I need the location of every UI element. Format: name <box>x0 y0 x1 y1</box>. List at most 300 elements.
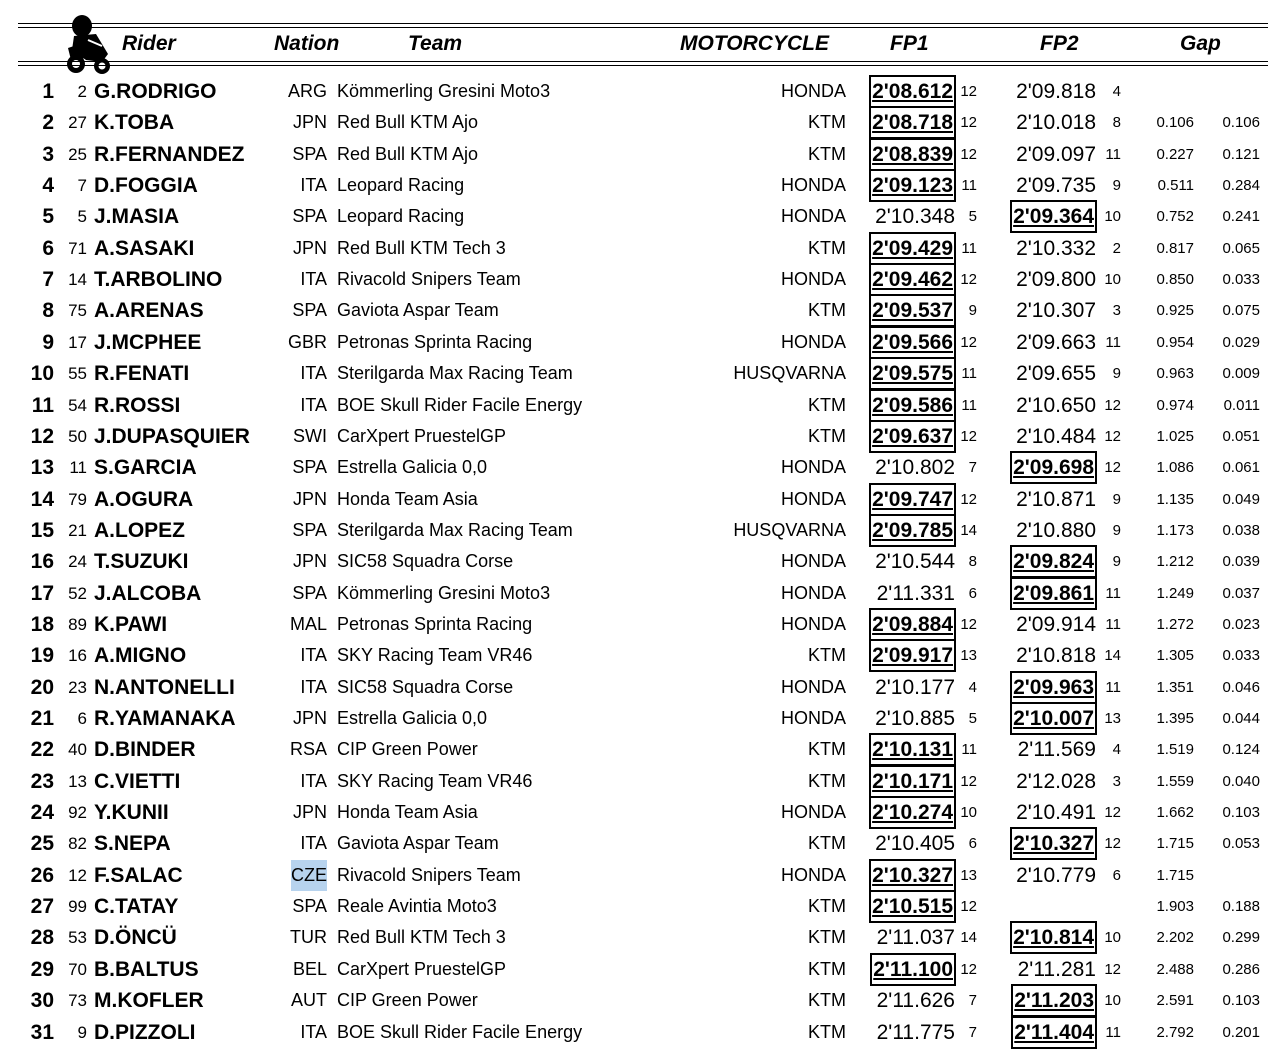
gap-to-previous-cell: 0.051 <box>1222 427 1260 445</box>
fp2-laps-cell: 9 <box>1112 365 1121 383</box>
rider-number-cell: 7 <box>77 176 87 196</box>
fp1-laps-cell: 4 <box>968 678 977 696</box>
gap-to-previous-cell: 0.299 <box>1222 929 1260 947</box>
team-cell: Reale Avintia Moto3 <box>337 896 497 917</box>
fp1-laps-cell: 5 <box>968 208 977 226</box>
fp2-laps-cell: 10 <box>1104 208 1121 226</box>
fp1-laps-cell: 7 <box>968 992 977 1010</box>
position-cell: 28 <box>30 926 54 950</box>
fp2-laps-cell: 3 <box>1112 302 1121 320</box>
gap-to-first-cell: 2.488 <box>1156 960 1194 978</box>
gap-to-first-cell: 1.903 <box>1156 898 1194 916</box>
team-cell: SIC58 Squadra Corse <box>337 551 514 572</box>
fp1-time-cell: 2'09.575 <box>870 358 955 389</box>
rider-number-cell: 52 <box>68 583 87 603</box>
rider-name-cell: K.TOBA <box>94 111 175 135</box>
motorcycle-cell: HONDA <box>780 269 846 290</box>
fp2-time-cell: 2'09.914 <box>1016 612 1096 636</box>
nation-cell: ITA <box>300 770 327 791</box>
fp2-laps-cell: 8 <box>1112 114 1121 132</box>
rider-name-cell: G.RODRIGO <box>94 80 217 103</box>
fp2-laps-cell: 11 <box>1105 145 1121 163</box>
table-row <box>0 515 1280 546</box>
fp2-time-cell: 2'09.818 <box>1016 80 1096 103</box>
fp2-laps-cell: 9 <box>1112 490 1121 508</box>
gap-to-previous-cell: 0.033 <box>1222 271 1260 289</box>
rider-name-cell: D.PIZZOLI <box>94 1020 196 1044</box>
rider-name-cell: J.MCPHEE <box>94 330 202 354</box>
motorcycle-cell: KTM <box>808 143 846 164</box>
rider-name-cell: J.MASIA <box>94 205 180 229</box>
fp1-time-cell: 2'09.637 <box>870 421 955 452</box>
position-cell: 19 <box>30 644 54 668</box>
motorcycle-cell: KTM <box>808 425 846 446</box>
table-row <box>0 76 1280 107</box>
motorcycle-cell: KTM <box>808 739 846 760</box>
nation-cell: RSA <box>289 739 327 760</box>
motorcycle-cell: HONDA <box>780 81 846 101</box>
fp2-laps-cell: 11 <box>1105 333 1121 351</box>
fp2-time-cell: 2'10.818 <box>1016 644 1096 668</box>
position-cell: 10 <box>30 362 54 386</box>
fp1-laps-cell: 5 <box>968 710 977 727</box>
gap-to-previous-cell: 0.061 <box>1222 459 1260 477</box>
rider-number-cell: 75 <box>68 301 87 321</box>
rider-number-cell: 55 <box>68 364 87 384</box>
motorcycle-cell: HONDA <box>780 582 846 603</box>
nation-cell: JPN <box>292 802 327 823</box>
position-cell: 9 <box>42 330 54 354</box>
rider-number-cell: 12 <box>68 865 87 885</box>
fp2-laps-cell: 4 <box>1112 741 1121 759</box>
table-row <box>0 546 1280 577</box>
gap-to-first-cell: 1.715 <box>1156 835 1194 853</box>
position-cell: 22 <box>30 738 54 762</box>
fp1-time-cell: 2'09.884 <box>870 609 955 640</box>
nation-cell: AUT <box>291 990 327 1011</box>
fp1-time-cell: 2'10.802 <box>875 456 955 480</box>
table-row <box>0 421 1280 452</box>
fp2-laps-cell: 10 <box>1104 992 1121 1010</box>
table-row <box>0 578 1280 609</box>
gap-to-first-cell: 1.249 <box>1156 584 1194 602</box>
motorcycle-cell: KTM <box>808 237 846 258</box>
motorcycle-cell: HONDA <box>780 708 846 728</box>
rider-number-cell: 14 <box>68 270 87 290</box>
gap-to-first-cell: 0.850 <box>1156 271 1194 289</box>
team-cell: SKY Racing Team VR46 <box>337 770 533 791</box>
team-cell: Red Bull KTM Tech 3 <box>337 237 506 258</box>
fp2-time-cell: 2'11.281 <box>1017 957 1096 981</box>
header-team: Team <box>408 32 463 55</box>
gap-to-first-cell: 1.025 <box>1156 427 1194 445</box>
table-row <box>0 891 1280 922</box>
fp2-time-cell: 2'09.824 <box>1011 546 1096 577</box>
team-cell: BOE Skull Rider Facile Energy <box>337 394 583 415</box>
nation-cell: MAL <box>289 613 327 634</box>
fp2-time-cell: 2'09.663 <box>1016 330 1096 354</box>
gap-to-previous-cell: 0.033 <box>1222 647 1260 665</box>
team-cell: CarXpert PruestelGP <box>337 425 507 446</box>
rider-name-cell: A.ARENAS <box>94 299 204 323</box>
gap-to-first-cell: 0.817 <box>1156 239 1194 257</box>
motorcycle-cell: HONDA <box>780 331 846 352</box>
fp1-time-cell: 2'09.429 <box>870 233 955 264</box>
position-cell: 24 <box>30 801 54 825</box>
fp1-time-cell: 2'09.537 <box>870 295 955 326</box>
fp2-time-cell: 2'09.097 <box>1016 142 1096 166</box>
fp1-time-cell: 2'10.177 <box>875 675 955 699</box>
fp1-time-cell: 2'10.544 <box>875 550 955 574</box>
fp1-time-cell: 2'08.718 <box>870 107 955 138</box>
nation-cell: JPN <box>292 551 327 572</box>
fp2-time-cell: 2'10.307 <box>1016 299 1096 323</box>
table-row <box>0 922 1280 953</box>
team-cell: Honda Team Asia <box>337 802 478 823</box>
fp1-laps-cell: 11 <box>961 177 977 195</box>
gap-to-previous-cell: 0.046 <box>1222 678 1260 696</box>
nation-cell: SPA <box>292 300 327 321</box>
fp1-laps-cell: 10 <box>960 804 977 822</box>
gap-to-first-cell: 0.954 <box>1156 333 1194 351</box>
gap-to-first-cell: 0.963 <box>1156 365 1194 383</box>
rider-number-cell: 16 <box>68 646 87 666</box>
motorcycle-cell: HONDA <box>780 457 846 478</box>
position-cell: 6 <box>42 236 54 260</box>
nation-cell: SPA <box>292 582 327 603</box>
fp2-time-cell: 2'10.332 <box>1016 236 1096 260</box>
nation-cell: SPA <box>292 896 327 917</box>
team-cell: Red Bull KTM Ajo <box>337 112 479 133</box>
fp1-time-cell: 2'10.885 <box>875 707 955 730</box>
position-cell: 11 <box>31 393 54 417</box>
nation-cell: ITA <box>300 645 327 666</box>
fp1-laps-cell: 13 <box>960 647 977 665</box>
fp2-time-cell: 2'10.871 <box>1016 487 1096 511</box>
fp2-laps-cell: 12 <box>1104 427 1121 445</box>
table-row <box>0 766 1280 797</box>
motorcycle-cell: KTM <box>808 112 846 133</box>
fp1-laps-cell: 11 <box>961 365 977 383</box>
fp1-time-cell: 2'10.131 <box>870 734 955 765</box>
motorcycle-cell: HONDA <box>780 802 846 823</box>
team-cell: Kömmerling Gresini Moto3 <box>337 81 551 101</box>
fp2-time-cell: 2'09.655 <box>1016 362 1096 386</box>
position-cell: 15 <box>30 518 54 542</box>
rider-name-cell: B.BALTUS <box>94 957 199 981</box>
motorcycle-cell: KTM <box>808 833 846 854</box>
fp2-time-cell: 2'10.650 <box>1016 393 1096 417</box>
gap-to-first-cell: 2.792 <box>1156 1023 1194 1041</box>
team-cell: SKY Racing Team VR46 <box>337 645 533 666</box>
motorcycle-cell: KTM <box>808 300 846 321</box>
table-row <box>0 358 1280 389</box>
gap-to-previous-cell: 0.037 <box>1222 584 1260 602</box>
rider-number-cell: 9 <box>77 1022 87 1042</box>
rider-name-cell: R.FERNANDEZ <box>94 142 245 166</box>
fp1-laps-cell: 14 <box>960 929 977 947</box>
fp2-time-cell: 2'09.698 <box>1011 452 1096 483</box>
position-cell: 29 <box>30 957 54 981</box>
nation-cell: ITA <box>300 394 327 415</box>
motorcycle-cell: HUSQVARNA <box>733 519 846 540</box>
gap-to-first-cell: 1.212 <box>1156 553 1194 571</box>
fp1-time-cell: 2'09.123 <box>870 170 955 201</box>
fp2-time-cell: 2'10.327 <box>1011 828 1096 859</box>
rider-name-cell: A.SASAKI <box>94 236 195 260</box>
fp2-time-cell: 2'09.735 <box>1016 174 1096 198</box>
fp1-time-cell: 2'11.331 <box>876 581 955 605</box>
gap-to-previous-cell: 0.040 <box>1222 772 1260 790</box>
position-cell: 5 <box>42 205 54 229</box>
nation-cell: ITA <box>300 833 327 854</box>
nation-cell: JPN <box>292 237 327 258</box>
motorcycle-cell: KTM <box>808 770 846 791</box>
table-row <box>0 327 1280 358</box>
fp1-laps-cell: 7 <box>968 1023 977 1041</box>
header-rider: Rider <box>122 32 176 55</box>
fp1-laps-cell: 6 <box>968 835 977 853</box>
rider-number-cell: 25 <box>68 144 87 164</box>
gap-to-previous-cell: 0.038 <box>1222 521 1260 539</box>
rider-number-cell: 11 <box>69 458 87 478</box>
fp1-time-cell: 2'09.785 <box>870 515 955 546</box>
position-cell: 13 <box>30 456 54 480</box>
rider-number-cell: 21 <box>68 520 87 540</box>
nation-cell: JPN <box>292 488 327 509</box>
table-row <box>0 640 1280 671</box>
fp2-time-cell: 2'11.404 <box>1012 1017 1096 1048</box>
gap-to-previous-cell: 0.065 <box>1222 239 1260 257</box>
fp2-time-cell: 2'10.018 <box>1016 111 1096 135</box>
motorcycle-cell: HONDA <box>780 676 846 697</box>
gap-to-previous-cell: 0.103 <box>1222 804 1260 822</box>
team-cell: Sterilgarda Max Racing Team <box>337 363 573 384</box>
team-cell: CarXpert PruestelGP <box>337 958 507 979</box>
nation-cell: ARG <box>287 81 327 101</box>
position-cell: 14 <box>30 487 54 511</box>
table-row <box>0 985 1280 1016</box>
rider-name-cell: C.VIETTI <box>94 769 181 793</box>
gap-to-previous-cell: 0.049 <box>1222 490 1260 508</box>
position-cell: 23 <box>30 769 54 793</box>
fp1-time-cell: 2'09.566 <box>870 327 955 358</box>
gap-to-previous-cell: 0.124 <box>1222 741 1260 759</box>
gap-to-first-cell: 1.272 <box>1156 615 1194 633</box>
position-cell: 3 <box>42 142 54 166</box>
table-row <box>0 390 1280 421</box>
team-cell: Petronas Sprinta Racing <box>337 613 533 634</box>
nation-cell: TUR <box>290 927 327 948</box>
fp2-laps-cell: 9 <box>1112 521 1121 539</box>
rider-name-cell: M.KOFLER <box>94 989 204 1013</box>
motorcycle-cell: KTM <box>808 1021 846 1042</box>
table-row <box>0 609 1280 640</box>
fp1-laps-cell: 6 <box>968 584 977 602</box>
rider-name-cell: A.OGURA <box>94 487 194 511</box>
table-row <box>0 734 1280 765</box>
gap-to-first-cell: 1.715 <box>1156 866 1194 884</box>
gap-to-previous-cell: 0.241 <box>1222 208 1260 226</box>
header-fp2: FP2 <box>1040 32 1079 55</box>
gap-to-previous-cell: 0.023 <box>1222 615 1260 633</box>
rider-number-cell: 6 <box>77 709 87 728</box>
position-cell: 26 <box>30 863 54 887</box>
header-gap: Gap <box>1180 32 1221 55</box>
header-fp1: FP1 <box>890 32 929 55</box>
fp2-time-cell: 2'10.880 <box>1016 518 1096 542</box>
position-cell: 2 <box>42 111 54 135</box>
table-row <box>0 139 1280 170</box>
fp1-time-cell: 2'09.586 <box>870 390 955 421</box>
rider-number-cell: 71 <box>68 238 87 258</box>
rider-name-cell: T.ARBOLINO <box>94 268 223 292</box>
rider-name-cell: Y.KUNII <box>94 801 169 825</box>
fp2-laps-cell: 4 <box>1112 83 1121 100</box>
motorcycle-cell: KTM <box>808 896 846 917</box>
rider-name-cell: R.FENATI <box>94 362 190 386</box>
fp1-time-cell: 2'11.100 <box>871 954 955 985</box>
gap-to-previous-cell: 0.029 <box>1222 333 1260 351</box>
rider-name-cell: D.BINDER <box>94 738 196 762</box>
nation-cell: ITA <box>300 363 327 384</box>
gap-to-first-cell: 2.202 <box>1156 929 1194 947</box>
position-cell: 16 <box>30 550 54 574</box>
fp2-laps-cell: 2 <box>1112 239 1121 257</box>
nation-cell: GBR <box>287 331 327 352</box>
gap-to-first-cell: 1.351 <box>1156 678 1194 696</box>
team-cell: CIP Green Power <box>337 739 478 760</box>
fp1-laps-cell: 12 <box>960 83 977 100</box>
team-cell: Gaviota Aspar Team <box>337 300 499 321</box>
position-cell: 12 <box>30 424 54 448</box>
gap-to-first-cell: 1.173 <box>1156 521 1194 539</box>
nation-cell: SPA <box>292 519 327 540</box>
gap-to-first-cell: 0.925 <box>1156 302 1194 320</box>
fp1-time-cell: 2'10.327 <box>870 860 955 891</box>
nation-cell: ITA <box>300 676 327 697</box>
gap-to-previous-cell: 0.284 <box>1222 177 1260 195</box>
table-row <box>0 1017 1280 1048</box>
gap-to-first-cell: 1.395 <box>1156 710 1194 727</box>
motorcycle-cell: KTM <box>808 927 846 948</box>
team-cell: SIC58 Squadra Corse <box>337 676 514 697</box>
team-cell: BOE Skull Rider Facile Energy <box>337 1021 583 1042</box>
fp1-laps-cell: 11 <box>961 239 977 257</box>
fp1-laps-cell: 12 <box>960 960 977 978</box>
position-cell: 7 <box>42 268 54 292</box>
fp1-time-cell: 2'09.917 <box>870 640 955 671</box>
gap-to-first-cell: 2.591 <box>1156 992 1194 1010</box>
table-row <box>0 484 1280 515</box>
rider-number-cell: 17 <box>68 332 87 352</box>
fp1-laps-cell: 13 <box>960 866 977 884</box>
nation-cell: JPN <box>292 708 327 728</box>
fp1-time-cell: 2'10.274 <box>870 797 955 828</box>
fp1-time-cell: 2'10.171 <box>870 766 955 797</box>
fp1-time-cell: 2'11.775 <box>876 1020 955 1044</box>
position-cell: 27 <box>30 895 54 919</box>
motorcycle-cell: HONDA <box>780 206 846 227</box>
rider-number-cell: 89 <box>68 614 87 634</box>
header-motorcycle: MOTORCYCLE <box>680 32 829 55</box>
rider-number-cell: 53 <box>68 928 87 948</box>
rider-name-cell: C.TATAY <box>94 895 179 919</box>
nation-cell: ITA <box>300 1021 327 1042</box>
team-cell: Leopard Racing <box>337 175 465 196</box>
position-cell: 4 <box>42 174 54 198</box>
fp2-laps-cell: 3 <box>1112 772 1121 790</box>
fp2-laps-cell: 12 <box>1104 835 1121 853</box>
motorcycle-cell: HONDA <box>780 488 846 509</box>
table-row <box>0 828 1280 859</box>
fp2-laps-cell: 14 <box>1104 647 1121 665</box>
fp1-time-cell: 2'08.839 <box>870 139 955 170</box>
fp1-time-cell: 2'09.747 <box>870 484 955 515</box>
fp1-laps-cell: 12 <box>960 898 977 916</box>
fp2-time-cell: 2'10.007 <box>1011 703 1096 734</box>
team-cell: Kömmerling Gresini Moto3 <box>337 582 551 603</box>
team-cell: Estrella Galicia 0,0 <box>337 457 488 478</box>
rider-number-cell: 50 <box>68 426 87 446</box>
fp1-laps-cell: 12 <box>960 490 977 508</box>
rider-number-cell: 23 <box>68 677 87 697</box>
fp2-time-cell: 2'09.861 <box>1011 578 1096 609</box>
rider-number-cell: 13 <box>68 771 87 791</box>
fp2-laps-cell: 11 <box>1105 678 1121 696</box>
team-cell: Rivacold Snipers Team <box>337 864 521 885</box>
gap-to-previous-cell: 0.009 <box>1222 365 1260 383</box>
fp2-laps-cell: 10 <box>1104 271 1121 289</box>
fp1-laps-cell: 14 <box>960 521 977 539</box>
gap-to-first-cell: 1.305 <box>1156 647 1194 665</box>
fp2-time-cell: 2'10.814 <box>1011 922 1096 953</box>
motorcycle-cell: HONDA <box>780 864 846 885</box>
gap-to-first-cell: 1.135 <box>1156 490 1194 508</box>
nation-cell: ITA <box>300 175 327 196</box>
nation-cell: BEL <box>292 958 327 979</box>
rider-number-cell: 24 <box>68 552 87 572</box>
motorcycle-cell: KTM <box>808 990 846 1011</box>
nation-cell: SPA <box>292 457 327 478</box>
fp1-time-cell: 2'11.037 <box>876 926 955 950</box>
rider-name-cell: T.SUZUKI <box>94 550 189 574</box>
nation-cell: ITA <box>300 269 327 290</box>
motorcycle-cell: KTM <box>808 958 846 979</box>
rider-number-cell: 82 <box>68 834 87 854</box>
gap-to-first-cell: 0.227 <box>1156 145 1194 163</box>
gap-to-previous-cell: 0.201 <box>1222 1023 1260 1041</box>
gap-to-first-cell: 0.974 <box>1156 396 1194 414</box>
fp2-laps-cell: 12 <box>1104 960 1121 978</box>
motorcycle-cell: HONDA <box>780 175 846 196</box>
gap-to-first-cell: 0.511 <box>1157 177 1194 195</box>
position-cell: 21 <box>30 707 54 730</box>
fp2-time-cell: 2'09.963 <box>1011 672 1096 703</box>
fp1-laps-cell: 12 <box>960 145 977 163</box>
fp1-laps-cell: 11 <box>961 741 977 759</box>
fp2-time-cell: 2'12.028 <box>1016 769 1096 793</box>
position-cell: 30 <box>30 989 54 1013</box>
fp1-laps-cell: 7 <box>968 459 977 477</box>
rider-name-cell: D.ÖNCÜ <box>94 926 177 950</box>
motorcycle-cell: HONDA <box>780 613 846 634</box>
fp2-time-cell: 2'10.491 <box>1016 801 1096 825</box>
fp2-laps-cell: 9 <box>1112 553 1121 571</box>
gap-to-previous-cell: 0.011 <box>1223 396 1260 414</box>
fp1-laps-cell: 9 <box>968 302 977 320</box>
nation-cell: SPA <box>292 143 327 164</box>
